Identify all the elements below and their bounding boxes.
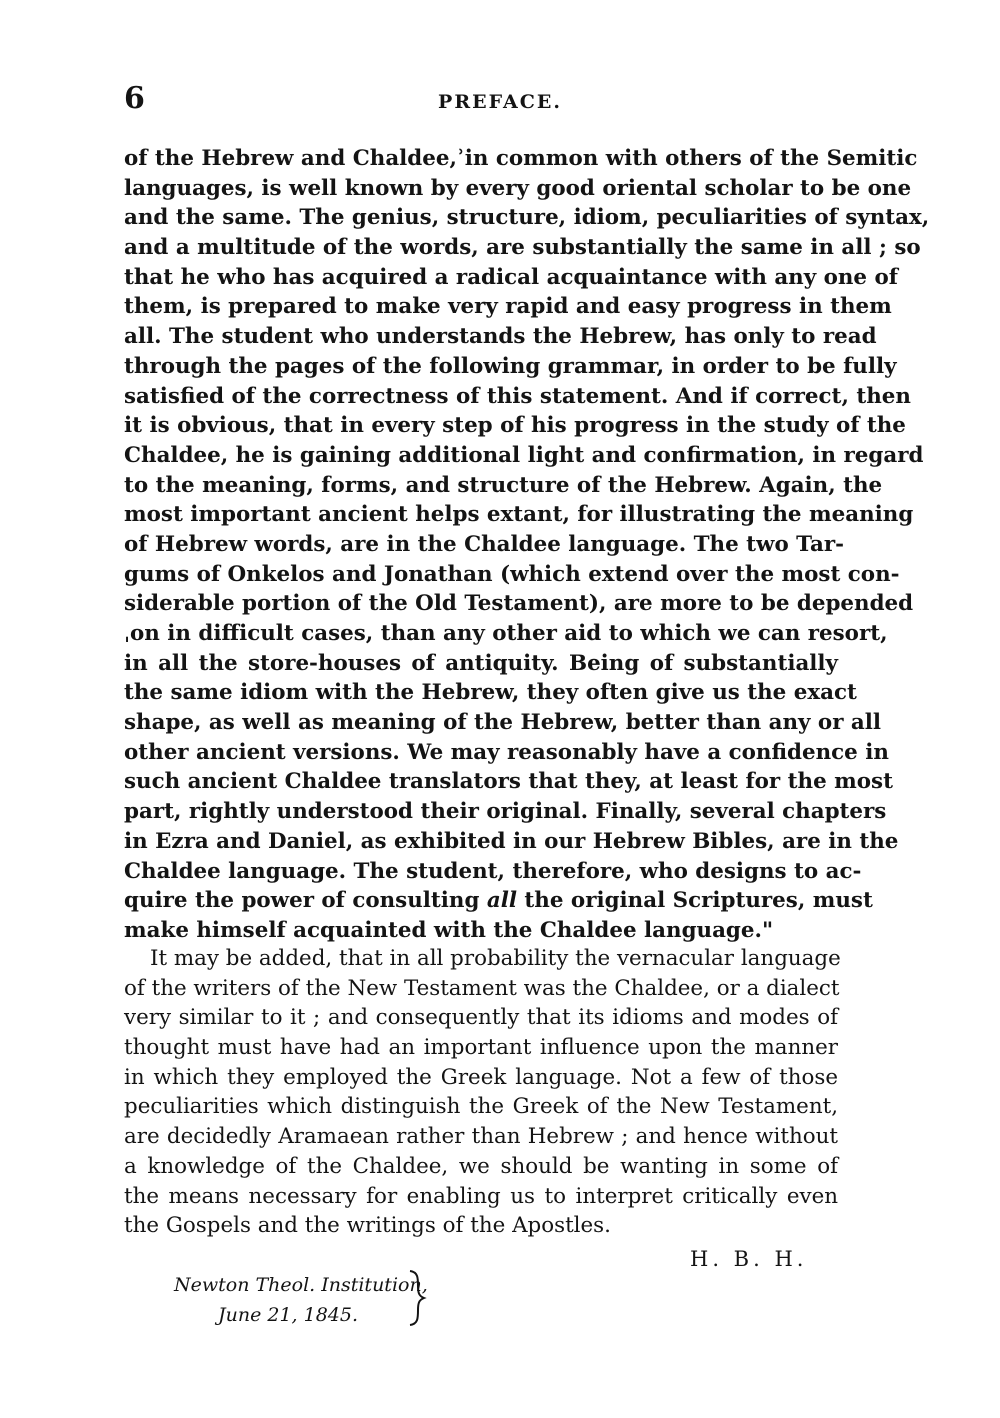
text-line: very similar to it ; and consequently that its idioms and modes of [124, 1005, 838, 1031]
text-line: in Ezra and Daniel, as exhibited in our Hebrew Bibles, are in the [124, 828, 899, 854]
emphasized-word: all [486, 888, 517, 914]
text-line: through the pages of the following grammar, in order to be fully [124, 353, 897, 379]
text-line: it is obvious, that in every step of his progress in the study of the [124, 413, 906, 439]
text-line-last: make himself acquainted with the Chaldee language." [124, 917, 774, 943]
text-line: to the meaning, forms, and structure of the Hebrew. Again, the [124, 472, 883, 498]
text-line: satisfied of the correctness of this statement. And if correct, then [124, 383, 911, 409]
text-line: of the Hebrew and Chaldee,ʾin common with others of the Semitic [124, 146, 918, 171]
page-number: 6 [124, 81, 145, 116]
text-line: that he who has acquired a radical acquaintance with any one of [124, 264, 898, 290]
text-line-last: the Gospels and the writings of the Apostles. [124, 1213, 611, 1239]
text-line: most important ancient helps extant, for illustrating the meaning [124, 502, 914, 528]
text-line: gums of Onkelos and Jonathan (which extend over the most con- [124, 561, 900, 587]
text-segment: the original Scriptures, must [516, 888, 873, 914]
dateline [174, 1270, 428, 1330]
author-initials: H. B. H. [690, 1247, 808, 1271]
text-line: all. The student who understands the Hebrew, has only to read [124, 324, 877, 350]
text-line: the means necessary for enabling us to interpret critically even [124, 1183, 838, 1209]
text-line: in which they employed the Greek language. Not a few of those [124, 1064, 838, 1090]
text-line: of Hebrew words, are in the Chaldee language. The two Tar- [124, 531, 845, 557]
text-line: them, is prepared to make very rapid and easy progress in them [124, 294, 892, 320]
text-segment: quire the power of consulting [124, 888, 487, 914]
text-line: and a multitude of the words, are substantially the same in all ; so [124, 235, 921, 261]
text-line: a knowledge of the Chaldee, we should be wanting in some of [124, 1153, 838, 1179]
text-line: thought must have had an important influence upon the manner [124, 1035, 838, 1061]
dateline-institution: Newton Theol. Institution, [174, 1274, 428, 1296]
text-line-with-emphasis [124, 886, 873, 916]
dateline-date: June 21, 1845. [218, 1304, 359, 1326]
text-line: It may be added, that in all probability the vernacular language [150, 946, 841, 971]
text-line: siderable portion of the Old Testament), are more to be depended [124, 591, 914, 617]
text-line: of the writers of the New Testament was the Chaldee, or a dialect [124, 975, 840, 1001]
text-line: peculiarities which distinguish the Greek of the New Testament, [124, 1094, 838, 1120]
text-line: are decidedly Aramaean rather than Hebrew ; and hence without [124, 1124, 838, 1150]
text-line: ˌon in difficult cases, than any other aid to which we can resort, [124, 621, 888, 646]
text-line: such ancient Chaldee translators that they, at least for the most [124, 769, 893, 795]
text-line: the same idiom with the Hebrew, they often give us the exact [124, 680, 857, 706]
text-line: languages, is well known by every good oriental scholar to be one [124, 175, 912, 201]
paragraph-1 [124, 144, 930, 946]
text-line: Chaldee, he is gaining additional light and confirmation, in regard [124, 442, 924, 468]
text-line: and the same. The genius, structure, idiom, peculiarities of syntax, [124, 205, 930, 231]
text-line: shape, as well as meaning of the Hebrew, better than any or all [124, 710, 882, 736]
running-head: PREFACE. [438, 91, 562, 113]
text-line: other ancient versions. We may reasonably have a confidence in [124, 739, 889, 765]
text-line: in all the store-houses of antiquity. Being of substantially [124, 650, 838, 676]
text-line: Chaldee language. The student, therefore, who designs to ac- [124, 858, 862, 884]
paragraph-2 [124, 944, 841, 1241]
right-brace-icon [404, 1268, 428, 1328]
text-line: part, rightly understood their original. Finally, several chapters [124, 799, 887, 825]
